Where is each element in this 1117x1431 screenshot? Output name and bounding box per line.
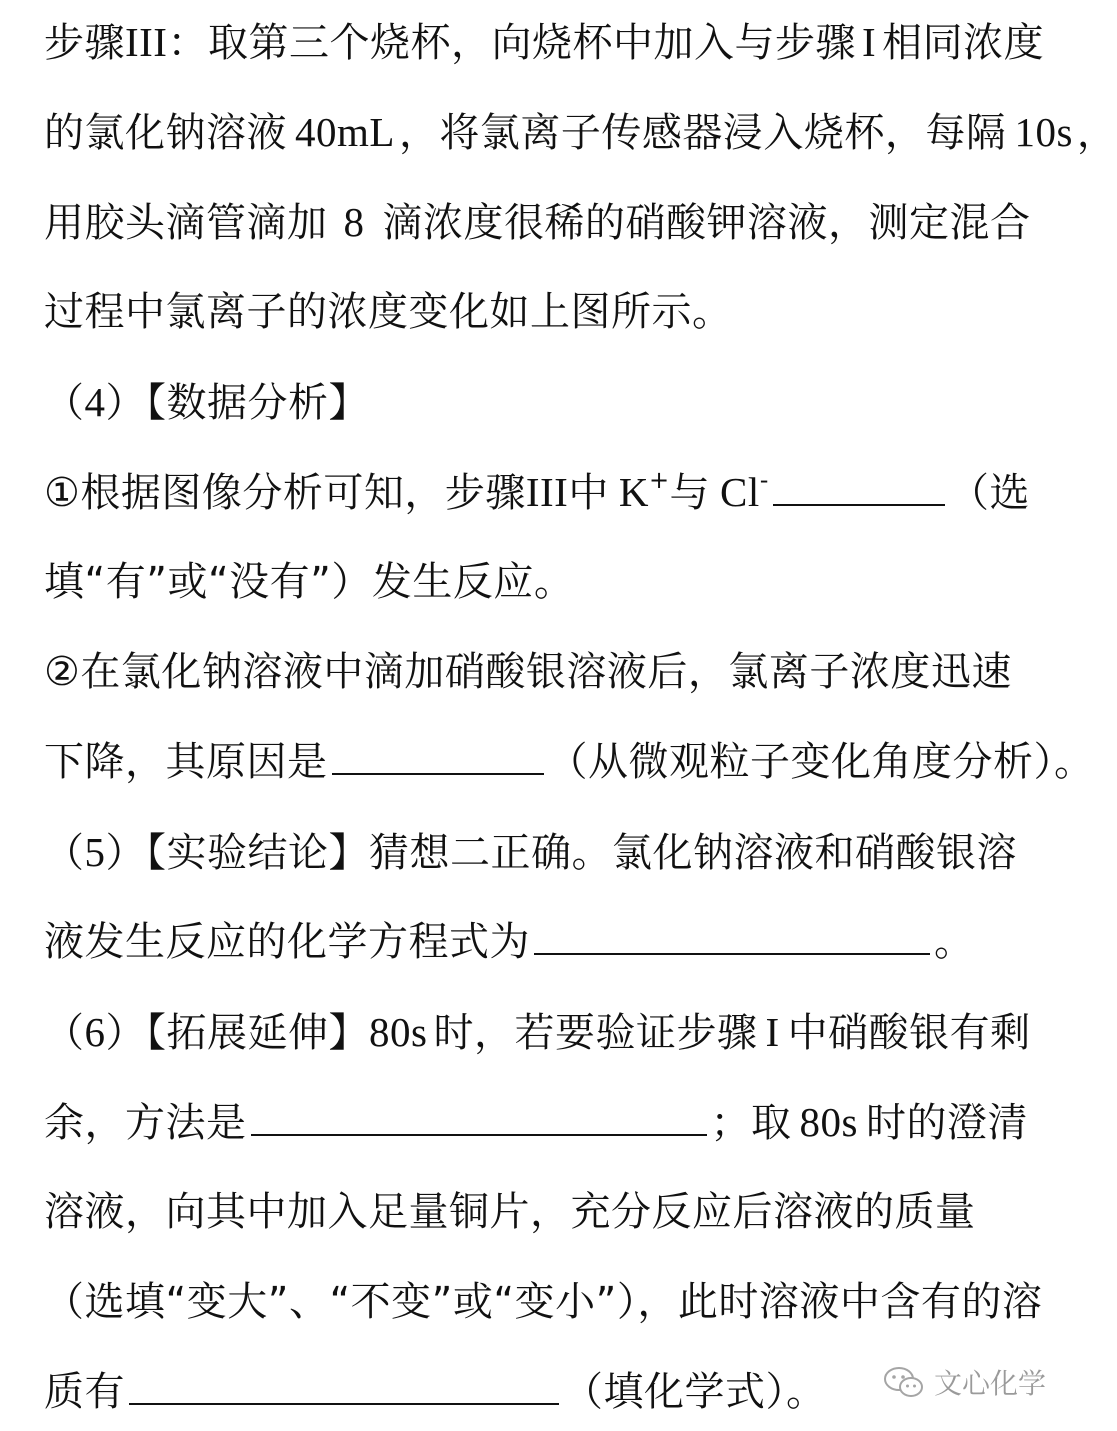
line-2: 的氯化钠溶液 40mL ，将氯离子传感器浸入烧杯，每隔 10s ，	[44, 109, 1117, 156]
line-15: （选填“变大”、“不变”或“变小”），此时溶液中含有的溶	[44, 1279, 1043, 1325]
line-6: ①根据图像分析可知，步骤III中 K+与 Cl- （选	[44, 466, 1030, 516]
line-4: 过程中氯离子的浓度变化如上图所示。	[44, 289, 733, 335]
answer-blank-3[interactable]	[534, 913, 930, 955]
line-10: （5）【实验结论】猜想二正确。氯化钠溶液和硝酸银溶	[44, 829, 1017, 876]
line-8: ②在氯化钠溶液中滴加硝酸银溶液后，氯离子浓度迅速	[44, 649, 1012, 695]
line-5: （4）【数据分析】	[44, 379, 369, 426]
line-11: 液发生反应的化学方程式为 。	[44, 912, 975, 972]
line-9: 下降，其原因是 （从微观粒子变化角度分析）。	[44, 732, 1095, 792]
line-3: 用胶头滴管滴加 8 滴浓度很稀的硝酸钾溶液，测定混合	[44, 199, 1031, 246]
wechat-icon	[882, 1364, 926, 1400]
line-12: （6）【拓展延伸】80s 时，若要验证步骤 I 中硝酸银有剩	[44, 1009, 1031, 1056]
line-14: 溶液，向其中加入足量铜片，充分反应后溶液的质量	[44, 1189, 976, 1235]
answer-blank-2[interactable]	[332, 733, 544, 775]
watermark	[882, 1362, 1046, 1402]
answer-blank-1[interactable]	[773, 464, 945, 506]
line-7: 填“有”或“没有”）发生反应。	[44, 559, 575, 605]
line-13: 余，方法是 ；取 80s 时的澄清	[44, 1092, 1028, 1152]
watermark-text: 文心化学	[933, 1367, 1046, 1400]
line-16: 质有 （填化学式）。	[44, 1362, 827, 1422]
answer-blank-4[interactable]	[251, 1094, 707, 1136]
line-1: 步骤III：取第三个烧杯，向烧杯中加入与步骤 I 相同浓度	[44, 19, 1045, 66]
answer-blank-5[interactable]	[129, 1363, 559, 1405]
